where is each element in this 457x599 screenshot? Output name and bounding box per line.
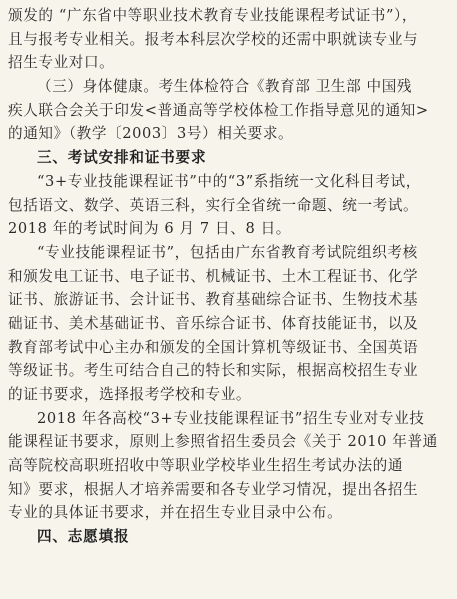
text-line: 和颁发电工证书、电子证书、机械证书、土木工程证书、化学 xyxy=(8,267,419,285)
text-line: 能课程证书要求，原则上参照省招生委员会《关于 2010 年普通 xyxy=(8,433,438,451)
text-line: 颁发的 “广东省中等职业技术教育专业技能课程考试证书”）， xyxy=(8,7,418,24)
text-line: 专业的具体证书要求，并在招生专业目录中公布。 xyxy=(8,504,343,522)
text-line: 的通知》（教学〔2003〕3号）相关要求。 xyxy=(8,125,294,143)
text-line: “专业技能课程证书”，包括由广东省教育考试院组织考核 xyxy=(37,243,418,261)
text-line: 础证书、美术基础证书、音乐综合证书、体育技能证书，以及 xyxy=(8,314,419,332)
text-line: 2018 年各高校“3+专业技能课程证书”招生专业对专业技 xyxy=(37,409,425,427)
text-line: 疾人联合会关于印发<普通高等学校体检工作指导意见的通知> xyxy=(8,101,429,119)
text-line: 包括语文、数学、英语三科，实行全省统一命题、统一考试。 xyxy=(8,196,419,214)
text-line: 等级证书。考生可结合自己的特长和实际，根据高校招生专业 xyxy=(8,362,419,380)
text-line: 2018 年的考试时间为 6 月 7 日、8 日。 xyxy=(8,220,291,238)
text-line: 招生专业对口。 xyxy=(8,54,115,72)
section-heading-application: 四、志愿填报 xyxy=(37,528,130,546)
text-line: “3+专业技能课程证书”中的“3”系指统一文化科目考试， xyxy=(37,172,421,190)
paragraph-certificate-types xyxy=(8,241,445,407)
paragraph-physical-health xyxy=(8,75,445,146)
text-line: 证书、旅游证书、会计证书、教育基础综合证书、生物技术基 xyxy=(8,291,419,309)
section-heading-exam-arrangement: 三、考试安排和证书要求 xyxy=(37,149,207,167)
text-line: 教育部考试中心主办和颁发的全国计算机等级证书、全国英语 xyxy=(8,338,419,356)
paragraph-continuation xyxy=(8,4,445,75)
text-line: 高等院校高职班招收中等职业学校毕业生招生考试办法的通 xyxy=(8,457,404,475)
text-line: （三）身体健康。考生体检符合《教育部 卫生部 中国残 xyxy=(37,78,413,96)
text-line: 且与报考专业相关。报考本科层次学校的还需中职就读专业与 xyxy=(8,30,419,48)
text-line: 知》要求，根据人才培养需要和各专业学习情况，提出各招生 xyxy=(8,480,419,498)
paragraph-certificate-requirements xyxy=(8,407,445,525)
text-line: 的证书要求，选择报考学校和专业。 xyxy=(8,386,252,403)
paragraph-exam-schedule xyxy=(8,170,445,241)
